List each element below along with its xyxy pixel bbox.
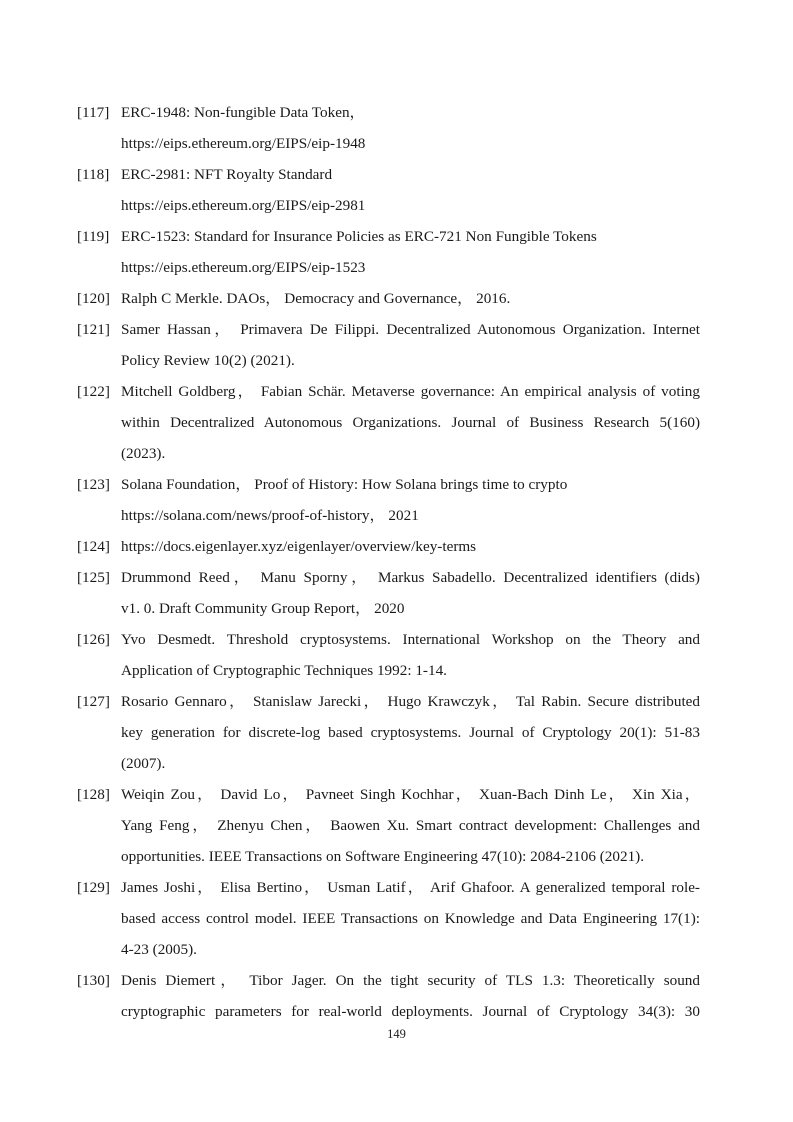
reference-text-line: Policy Review 10(2) (2021). — [121, 352, 295, 369]
reference-120 — [77, 283, 700, 314]
reference-text-line: opportunities. IEEE Transactions on Software Engineering 47(10): 2084-2106 (2021). — [121, 848, 645, 865]
reference-text-line: ERC-1948: Non-fungible Data Token， — [121, 104, 365, 121]
reference-text-line: Yvo Desmedt. Threshold cryptosystems. International Workshop on the Theory and — [121, 631, 700, 648]
reference-list — [77, 97, 700, 1027]
reference-text-line: v1. 0. Draft Community Group Report， 2020 — [121, 600, 405, 617]
reference-text-line: key generation for discrete-log based cryptosystems. Journal of Cryptology 20(1): 51-83 — [121, 724, 700, 741]
reference-url[interactable]: https://eips.ethereum.org/EIPS/eip-2981 — [121, 197, 366, 214]
reference-number: [117] — [77, 104, 110, 121]
reference-text-line: (2007). — [121, 755, 166, 772]
reference-number: [127] — [77, 693, 110, 710]
reference-text-line: Samer Hassan， Primavera De Filippi. Decentralized Autonomous Organization. Internet — [121, 321, 700, 338]
reference-130 — [77, 965, 700, 1027]
reference-123 — [77, 469, 700, 531]
reference-125 — [77, 562, 700, 624]
reference-129 — [77, 872, 700, 965]
reference-url[interactable]: https://eips.ethereum.org/EIPS/eip-1523 — [121, 259, 366, 276]
reference-text-line: ERC-1523: Standard for Insurance Policies as ERC-721 Non Fungible Tokens — [121, 228, 597, 245]
reference-122 — [77, 376, 700, 469]
reference-number: [126] — [77, 631, 110, 648]
reference-number: [122] — [77, 383, 110, 400]
reference-text-line: Denis Diemert， Tibor Jager. On the tight security of TLS 1.3: Theoretically sound — [121, 972, 700, 989]
reference-url[interactable]: https://docs.eigenlayer.xyz/eigenlayer/overview/key-terms — [121, 538, 477, 555]
reference-number: [120] — [77, 290, 110, 307]
reference-number: [125] — [77, 569, 110, 586]
reference-text-line: Mitchell Goldberg， Fabian Schär. Metaverse governance: An empirical analysis of voting — [121, 383, 700, 400]
reference-117 — [77, 97, 700, 159]
reference-127 — [77, 686, 700, 779]
reference-number: [118] — [77, 166, 110, 183]
reference-text-line: Solana Foundation， Proof of History: How Solana brings time to crypto — [121, 476, 568, 493]
reference-text-line: Rosario Gennaro， Stanislaw Jarecki， Hugo Krawczyk， Tal Rabin. Secure distributed — [121, 693, 700, 710]
reference-text-line: ERC-2981: NFT Royalty Standard — [121, 166, 333, 183]
reference-number: [128] — [77, 786, 110, 803]
reference-number: [130] — [77, 972, 110, 989]
reference-url[interactable]: https://solana.com/news/proof-of-history， 2021 — [121, 507, 419, 524]
reference-number: [123] — [77, 476, 110, 493]
reference-number: [121] — [77, 321, 110, 338]
reference-124 — [77, 531, 700, 562]
reference-text-line: Ralph C Merkle. DAOs， Democracy and Governance， 2016. — [121, 290, 511, 307]
reference-text-line: based access control model. IEEE Transactions on Knowledge and Data Engineering 17(1): — [121, 910, 700, 927]
reference-text-line: (2023). — [121, 445, 166, 462]
reference-number: [129] — [77, 879, 110, 896]
reference-text-line: cryptographic parameters for real-world deployments. Journal of Cryptology 34(3): 30 — [121, 1003, 700, 1020]
reference-text-line: James Joshi， Elisa Bertino， Usman Latif， Arif Ghafoor. A generalized temporal role- — [121, 879, 700, 896]
reference-text-line: 4-23 (2005). — [121, 941, 197, 958]
reference-number: [119] — [77, 228, 110, 245]
reference-126 — [77, 624, 700, 686]
page-number: 149 — [387, 1027, 406, 1041]
reference-number: [124] — [77, 538, 110, 555]
reference-text-line: Yang Feng， Zhenyu Chen， Baowen Xu. Smart contract development: Challenges and — [121, 817, 700, 834]
reference-text-line: within Decentralized Autonomous Organizations. Journal of Business Research 5(160) — [121, 414, 700, 431]
reference-text-line: Weiqin Zou， David Lo， Pavneet Singh Kochhar， Xuan-Bach Dinh Le， Xin Xia， — [121, 786, 700, 803]
reference-text-line: Application of Cryptographic Techniques 1992: 1-14. — [121, 662, 447, 679]
reference-119 — [77, 221, 700, 283]
reference-url[interactable]: https://eips.ethereum.org/EIPS/eip-1948 — [121, 135, 366, 152]
reference-118 — [77, 159, 700, 221]
reference-128 — [77, 779, 700, 872]
reference-text-line: Drummond Reed， Manu Sporny， Markus Sabadello. Decentralized identifiers (dids) — [121, 569, 700, 586]
reference-121 — [77, 314, 700, 376]
